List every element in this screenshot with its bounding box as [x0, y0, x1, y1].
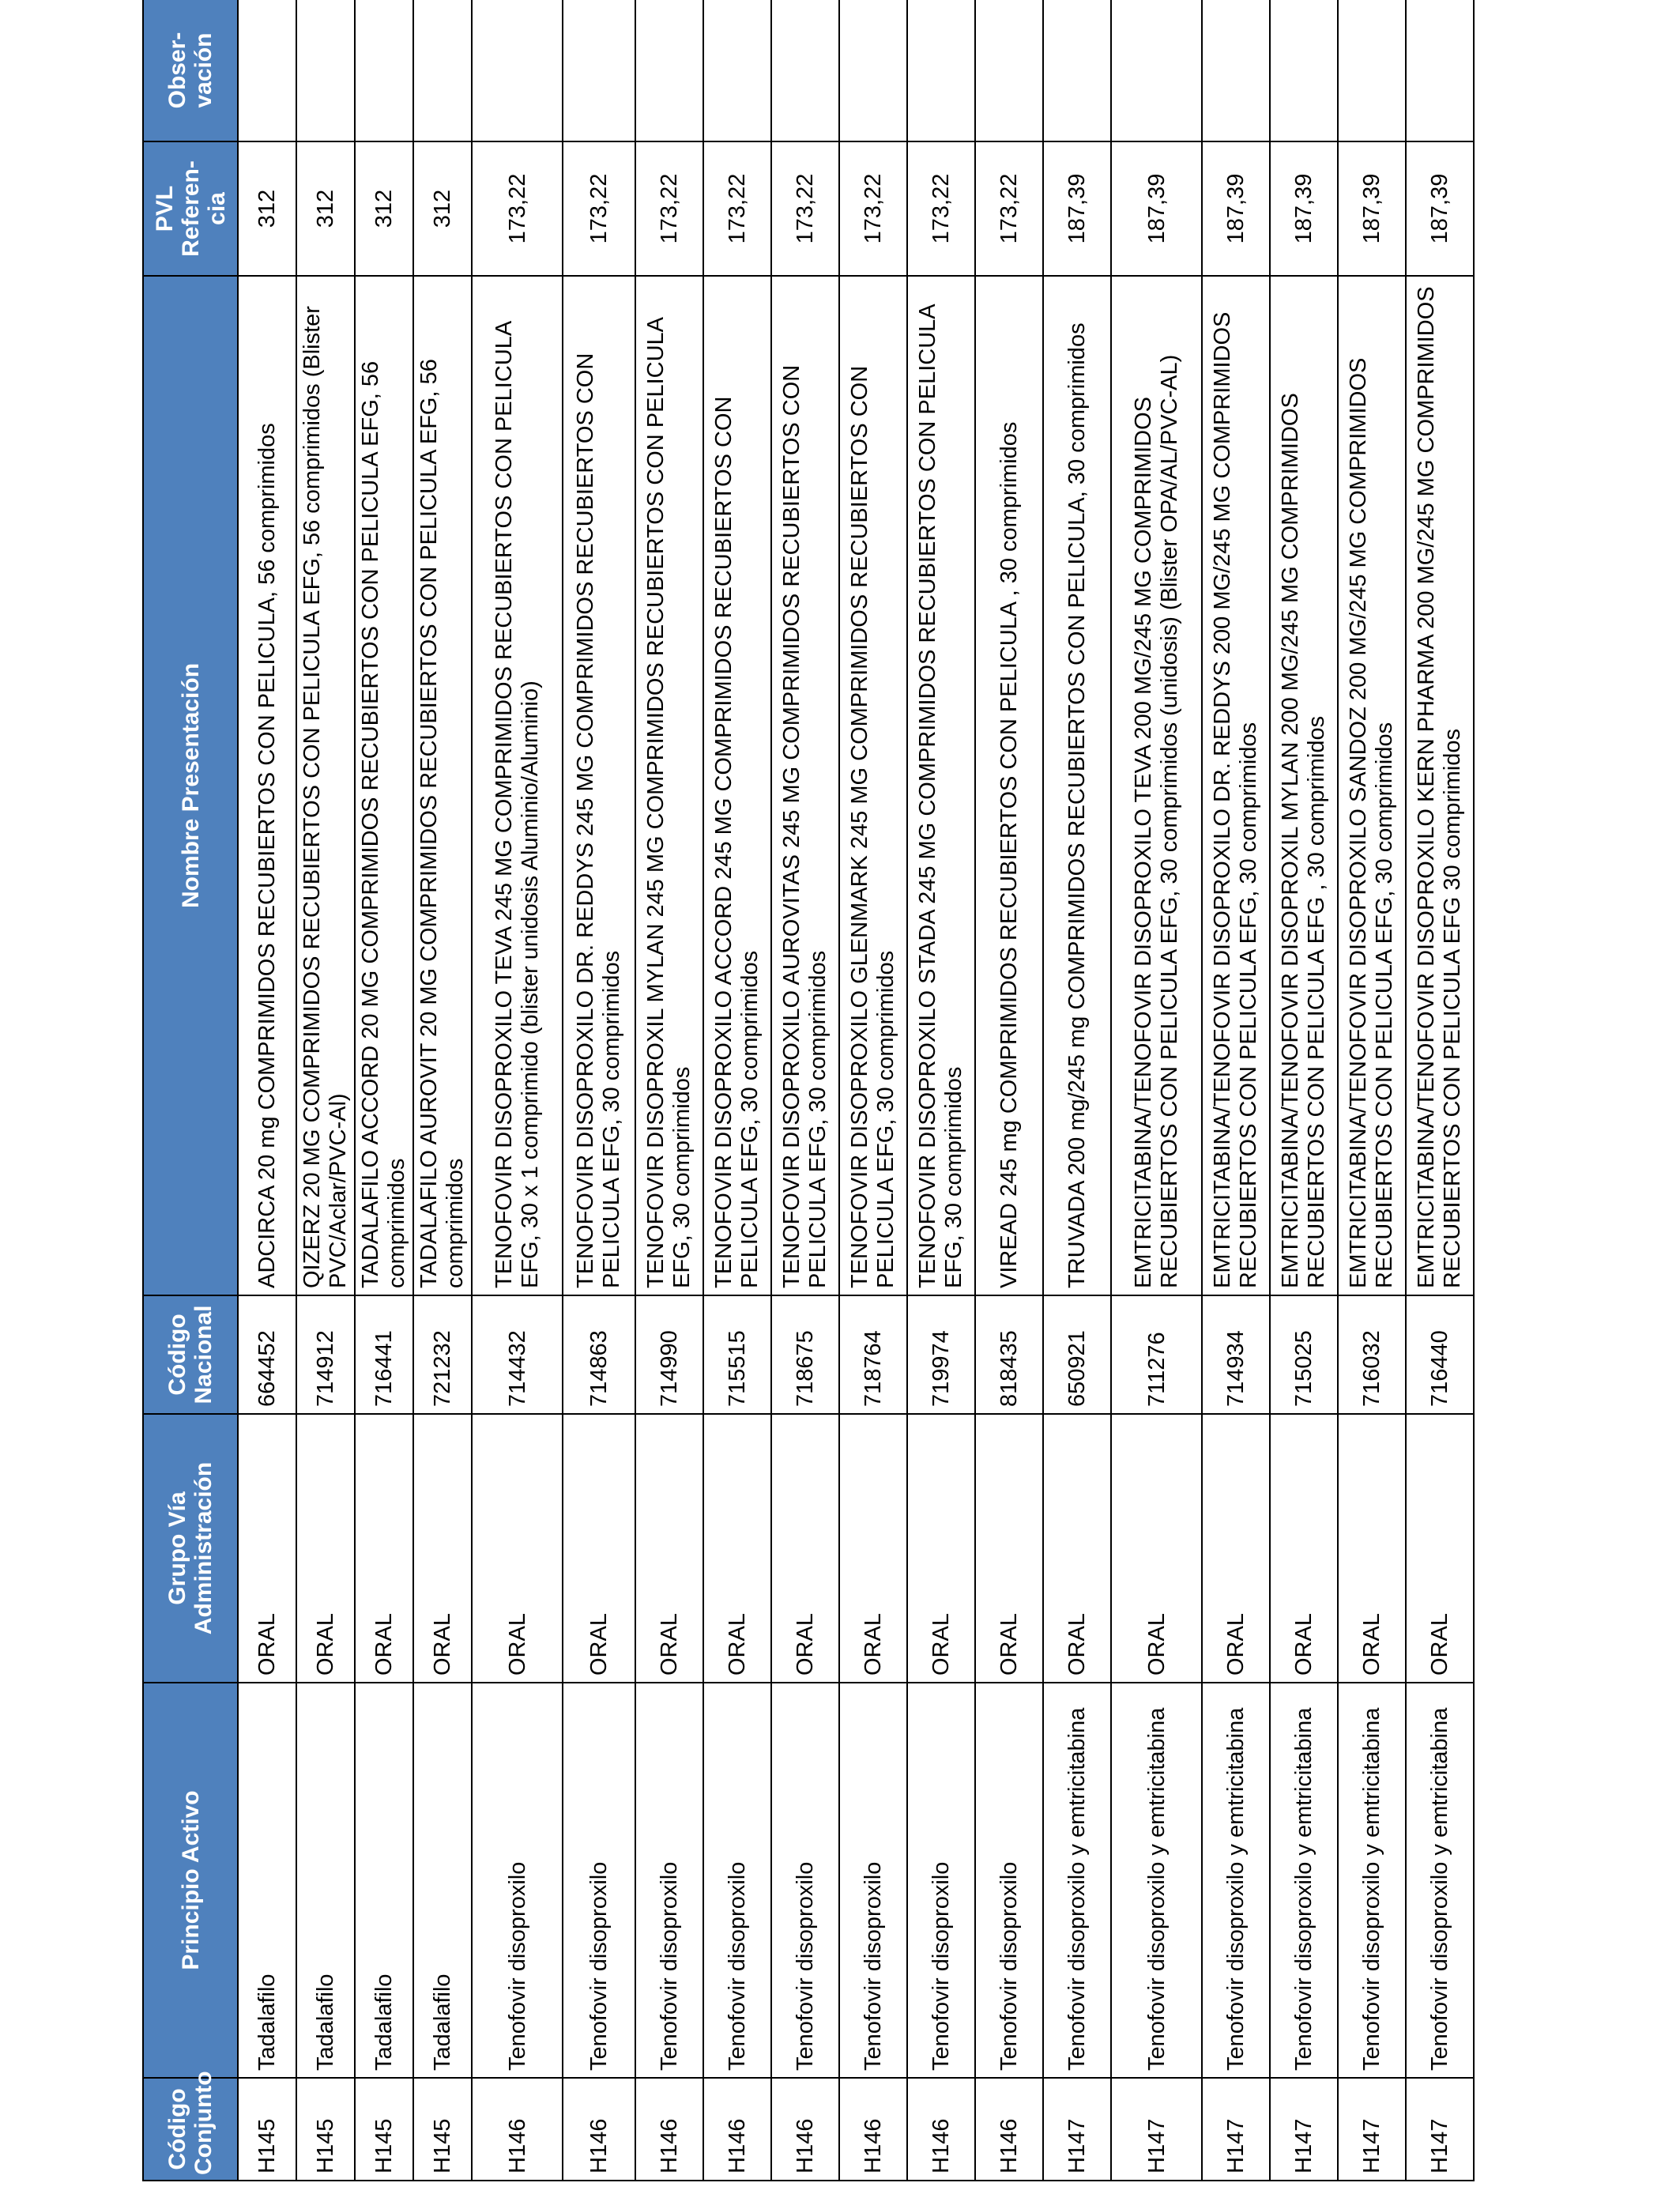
header-grupo-via: Grupo Vía Administración	[143, 1414, 238, 1683]
table-row	[238, 0, 296, 2181]
cell-pvl: 312	[355, 141, 413, 276]
cell-pvl: 187,39	[1406, 141, 1474, 276]
cell-codigo-nacional: 650921	[1043, 1295, 1111, 1414]
cell-codigo-conjunto: H147	[1111, 2078, 1202, 2181]
cell-codigo-conjunto: H145	[413, 2078, 472, 2181]
cell-grupo-via: ORAL	[975, 1414, 1043, 1683]
rotated-page	[142, 0, 1675, 2181]
cell-codigo-nacional: 718675	[771, 1295, 839, 1414]
cell-codigo-nacional: 716032	[1338, 1295, 1406, 1414]
cell-grupo-via: ORAL	[839, 1414, 907, 1683]
cell-grupo-via: ORAL	[1111, 1414, 1202, 1683]
cell-nombre-presentacion: TENOFOVIR DISOPROXILO STADA 245 MG COMPRIMIDOS RECUBIERTOS CON PELICULA EFG, 30 comprimidos	[907, 276, 975, 1295]
cell-grupo-via: ORAL	[472, 1414, 563, 1683]
cell-codigo-conjunto: H145	[355, 2078, 413, 2181]
cell-observacion	[413, 0, 472, 141]
cell-nombre-presentacion: ADCIRCA 20 mg COMPRIMIDOS RECUBIERTOS CON PELICULA, 56 comprimidos	[238, 276, 296, 1295]
cell-codigo-conjunto: H145	[296, 2078, 355, 2181]
cell-codigo-conjunto: H146	[907, 2078, 975, 2181]
cell-codigo-nacional: 718764	[839, 1295, 907, 1414]
cell-principio-activo: Tenofovir disoproxilo	[771, 1683, 839, 2078]
cell-principio-activo: Tenofovir disoproxilo	[839, 1683, 907, 2078]
cell-codigo-nacional: 715515	[703, 1295, 771, 1414]
cell-pvl: 187,39	[1270, 141, 1338, 276]
cell-pvl: 173,22	[839, 141, 907, 276]
cell-nombre-presentacion: EMTRICITABINA/TENOFOVIR DISOPROXILO DR. REDDYS 200 MG/245 MG COMPRIMIDOS RECUBIERTOS CON PELICULA EFG, 30 comprimidos	[1202, 276, 1270, 1295]
cell-codigo-conjunto: H146	[703, 2078, 771, 2181]
cell-codigo-nacional: 711276	[1111, 1295, 1202, 1414]
cell-grupo-via: ORAL	[296, 1414, 355, 1683]
cell-observacion	[975, 0, 1043, 141]
cell-principio-activo: Tenofovir disoproxilo	[472, 1683, 563, 2078]
cell-codigo-conjunto: H147	[1202, 2078, 1270, 2181]
table-row	[975, 0, 1043, 2181]
cell-principio-activo: Tenofovir disoproxilo	[975, 1683, 1043, 2078]
cell-nombre-presentacion: TENOFOVIR DISOPROXILO DR. REDDYS 245 MG COMPRIMIDOS RECUBIERTOS CON PELICULA EFG, 30 comprimidos	[563, 276, 635, 1295]
header-codigo-nacional: Código Nacional	[143, 1295, 238, 1414]
cell-principio-activo: Tenofovir disoproxilo	[563, 1683, 635, 2078]
cell-pvl: 187,39	[1202, 141, 1270, 276]
cell-grupo-via: ORAL	[907, 1414, 975, 1683]
cell-nombre-presentacion: TENOFOVIR DISOPROXILO ACCORD 245 MG COMPRIMIDOS RECUBIERTOS CON PELICULA EFG, 30 comprimidos	[703, 276, 771, 1295]
cell-pvl: 312	[296, 141, 355, 276]
table-row	[472, 0, 563, 2181]
table-row	[839, 0, 907, 2181]
cell-grupo-via: ORAL	[238, 1414, 296, 1683]
table-row	[1270, 0, 1338, 2181]
cell-nombre-presentacion: TENOFOVIR DISOPROXILO AUROVITAS 245 MG COMPRIMIDOS RECUBIERTOS CON PELICULA EFG, 30 comprimidos	[771, 276, 839, 1295]
cell-codigo-nacional: 714432	[472, 1295, 563, 1414]
cell-observacion	[238, 0, 296, 141]
table-row	[1043, 0, 1111, 2181]
cell-codigo-nacional: 714912	[296, 1295, 355, 1414]
table-row	[1111, 0, 1202, 2181]
cell-observacion	[771, 0, 839, 141]
cell-observacion	[635, 0, 703, 141]
table-row	[1202, 0, 1270, 2181]
cell-principio-activo: Tenofovir disoproxilo y emtricitabina	[1111, 1683, 1202, 2078]
cell-pvl: 173,22	[703, 141, 771, 276]
cell-principio-activo: Tenofovir disoproxilo y emtricitabina	[1270, 1683, 1338, 2078]
cell-nombre-presentacion: TRUVADA 200 mg/245 mg COMPRIMIDOS RECUBIERTOS CON PELICULA, 30 comprimidos	[1043, 276, 1111, 1295]
header-row	[143, 0, 238, 2181]
cell-codigo-nacional: 719974	[907, 1295, 975, 1414]
table-row	[1406, 0, 1474, 2181]
cell-nombre-presentacion: QIZERZ 20 MG COMPRIMIDOS RECUBIERTOS CON PELICULA EFG, 56 comprimidos (Blister PVC/Aclar/PVC-Al)	[296, 276, 355, 1295]
cell-codigo-conjunto: H146	[839, 2078, 907, 2181]
cell-grupo-via: ORAL	[771, 1414, 839, 1683]
cell-codigo-conjunto: H145	[238, 2078, 296, 2181]
table-row	[635, 0, 703, 2181]
header-pvl: PVL Referen-cia	[143, 141, 238, 276]
cell-nombre-presentacion: EMTRICITABINA/TENOFOVIR DISOPROXILO KERN PHARMA 200 MG/245 MG COMPRIMIDOS RECUBIERTOS CON PELICULA EFG 30 comprimidos	[1406, 276, 1474, 1295]
cell-grupo-via: ORAL	[1338, 1414, 1406, 1683]
table-body	[238, 0, 1474, 2181]
cell-principio-activo: Tenofovir disoproxilo y emtricitabina	[1406, 1683, 1474, 2078]
table-row	[1338, 0, 1406, 2181]
cell-codigo-nacional: 716441	[355, 1295, 413, 1414]
cell-codigo-conjunto: H147	[1406, 2078, 1474, 2181]
table-row	[413, 0, 472, 2181]
cell-principio-activo: Tenofovir disoproxilo	[907, 1683, 975, 2078]
cell-observacion	[472, 0, 563, 141]
cell-codigo-conjunto: H147	[1338, 2078, 1406, 2181]
cell-pvl: 173,22	[907, 141, 975, 276]
cell-codigo-nacional: 664452	[238, 1295, 296, 1414]
table-row	[563, 0, 635, 2181]
cell-observacion	[703, 0, 771, 141]
cell-codigo-nacional: 714990	[635, 1295, 703, 1414]
cell-grupo-via: ORAL	[413, 1414, 472, 1683]
cell-observacion	[1043, 0, 1111, 141]
cell-nombre-presentacion: TENOFOVIR DISOPROXILO GLENMARK 245 MG COMPRIMIDOS RECUBIERTOS CON PELICULA EFG, 30 comprimidos	[839, 276, 907, 1295]
cell-pvl: 187,39	[1111, 141, 1202, 276]
cell-nombre-presentacion: VIREAD 245 mg COMPRIMIDOS RECUBIERTOS CON PELICULA , 30 comprimidos	[975, 276, 1043, 1295]
cell-grupo-via: ORAL	[563, 1414, 635, 1683]
cell-pvl: 173,22	[563, 141, 635, 276]
table-row	[771, 0, 839, 2181]
header-nombre-presentacion: Nombre Presentación	[143, 276, 238, 1295]
cell-pvl: 312	[413, 141, 472, 276]
cell-codigo-nacional: 721232	[413, 1295, 472, 1414]
cell-nombre-presentacion: EMTRICITABINA/TENOFOVIR DISOPROXIL MYLAN 200 MG/245 MG COMPRIMIDOS RECUBIERTOS CON PELICULA EFG , 30 comprimidos	[1270, 276, 1338, 1295]
cell-nombre-presentacion: EMTRICITABINA/TENOFOVIR DISOPROXILO SANDOZ 200 MG/245 MG COMPRIMIDOS RECUBIERTOS CON PELICULA EFG, 30 comprimidos	[1338, 276, 1406, 1295]
cell-grupo-via: ORAL	[703, 1414, 771, 1683]
cell-principio-activo: Tadalafilo	[296, 1683, 355, 2078]
cell-codigo-conjunto: H147	[1270, 2078, 1338, 2181]
cell-observacion	[839, 0, 907, 141]
cell-observacion	[355, 0, 413, 141]
table-row	[703, 0, 771, 2181]
cell-codigo-conjunto: H146	[635, 2078, 703, 2181]
cell-observacion	[1111, 0, 1202, 141]
medicines-table	[142, 0, 1475, 2181]
cell-nombre-presentacion: TADALAFILO ACCORD 20 MG COMPRIMIDOS RECUBIERTOS CON PELICULA EFG, 56 comprimidos	[355, 276, 413, 1295]
cell-observacion	[296, 0, 355, 141]
cell-pvl: 187,39	[1338, 141, 1406, 276]
cell-grupo-via: ORAL	[1406, 1414, 1474, 1683]
cell-pvl: 187,39	[1043, 141, 1111, 276]
table-row	[296, 0, 355, 2181]
cell-pvl: 312	[238, 141, 296, 276]
cell-codigo-conjunto: H146	[771, 2078, 839, 2181]
cell-grupo-via: ORAL	[635, 1414, 703, 1683]
cell-principio-activo: Tenofovir disoproxilo y emtricitabina	[1202, 1683, 1270, 2078]
table-row	[907, 0, 975, 2181]
cell-pvl: 173,22	[975, 141, 1043, 276]
cell-grupo-via: ORAL	[1270, 1414, 1338, 1683]
cell-observacion	[1270, 0, 1338, 141]
cell-observacion	[1202, 0, 1270, 141]
cell-principio-activo: Tadalafilo	[238, 1683, 296, 2078]
cell-grupo-via: ORAL	[1043, 1414, 1111, 1683]
cell-codigo-nacional: 714863	[563, 1295, 635, 1414]
header-observacion: Obser-vación	[143, 0, 238, 141]
cell-codigo-conjunto: H147	[1043, 2078, 1111, 2181]
cell-principio-activo: Tenofovir disoproxilo y emtricitabina	[1043, 1683, 1111, 2078]
cell-principio-activo: Tenofovir disoproxilo	[703, 1683, 771, 2078]
cell-nombre-presentacion: TENOFOVIR DISOPROXILO TEVA 245 MG COMPRIMIDOS RECUBIERTOS CON PELICULA EFG, 30 x 1 comprimido (blister unidosis Aluminio/Aluminio)	[472, 276, 563, 1295]
cell-codigo-nacional: 818435	[975, 1295, 1043, 1414]
cell-codigo-conjunto: H146	[472, 2078, 563, 2181]
cell-principio-activo: Tenofovir disoproxilo y emtricitabina	[1338, 1683, 1406, 2078]
cell-principio-activo: Tadalafilo	[355, 1683, 413, 2078]
cell-codigo-conjunto: H146	[563, 2078, 635, 2181]
cell-codigo-nacional: 714934	[1202, 1295, 1270, 1414]
cell-pvl: 173,22	[635, 141, 703, 276]
cell-nombre-presentacion: TADALAFILO AUROVIT 20 MG COMPRIMIDOS RECUBIERTOS CON PELICULA EFG, 56 comprimidos	[413, 276, 472, 1295]
cell-codigo-nacional: 715025	[1270, 1295, 1338, 1414]
cell-principio-activo: Tenofovir disoproxilo	[635, 1683, 703, 2078]
table-row	[355, 0, 413, 2181]
header-codigo-conjunto: Código Conjunto	[143, 2078, 238, 2181]
cell-pvl: 173,22	[472, 141, 563, 276]
cell-principio-activo: Tadalafilo	[413, 1683, 472, 2078]
cell-codigo-conjunto: H146	[975, 2078, 1043, 2181]
cell-observacion	[1338, 0, 1406, 141]
cell-grupo-via: ORAL	[1202, 1414, 1270, 1683]
cell-nombre-presentacion: TENOFOVIR DISOPROXIL MYLAN 245 MG COMPRIMIDOS RECUBIERTOS CON PELICULA EFG, 30 comprimidos	[635, 276, 703, 1295]
cell-observacion	[907, 0, 975, 141]
header-principio-activo: Principio Activo	[143, 1683, 238, 2078]
cell-codigo-nacional: 716440	[1406, 1295, 1474, 1414]
cell-observacion	[563, 0, 635, 141]
cell-pvl: 173,22	[771, 141, 839, 276]
cell-nombre-presentacion: EMTRICITABINA/TENOFOVIR DISOPROXILO TEVA 200 MG/245 MG COMPRIMIDOS RECUBIERTOS CON PELICULA EFG, 30 comprimidos (unidosis) (Blister OPA/AL/PVC-AL)	[1111, 276, 1202, 1295]
cell-observacion	[1406, 0, 1474, 141]
cell-grupo-via: ORAL	[355, 1414, 413, 1683]
